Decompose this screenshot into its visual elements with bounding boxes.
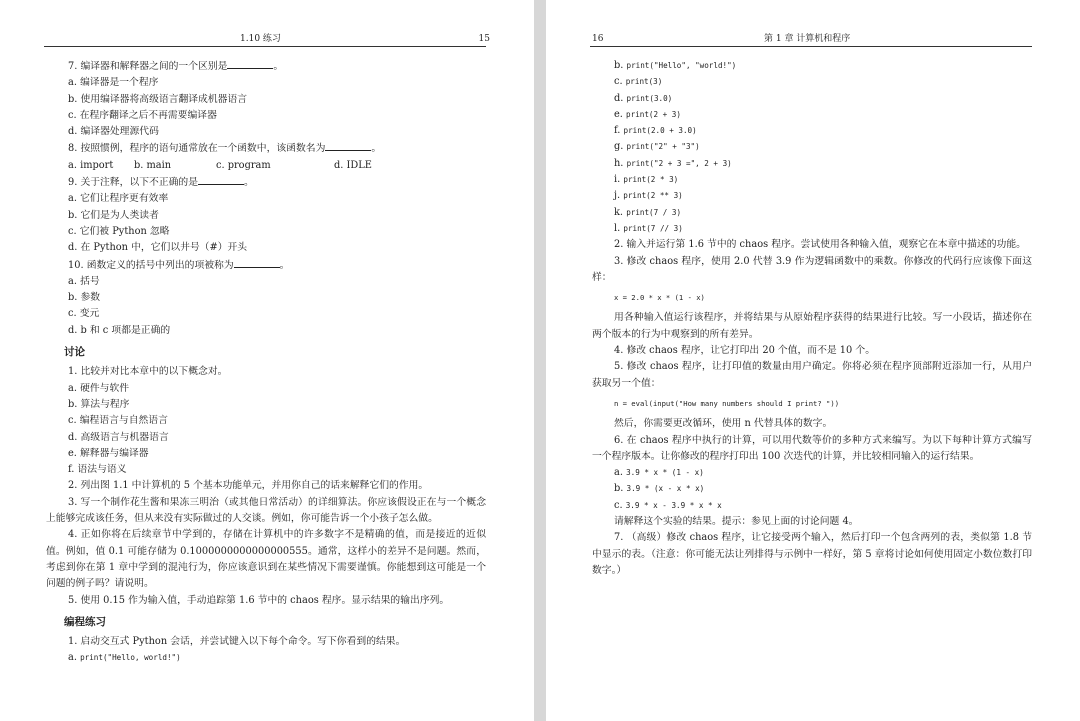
option: a. 编译器是一个程序: [68, 77, 159, 89]
code-item: l. print(7 // 3): [614, 222, 683, 234]
discussion-q2: 2. 列出图 1.1 中计算机的 5 个基本功能单元，并用你自己的话来解释它们的作用。: [68, 480, 429, 492]
left-page-content: [46, 58, 486, 667]
left-page: [0, 0, 534, 721]
code-snippet: n = eval(input("How many numbers should I print? ")): [614, 398, 840, 408]
programming-q5-followup: 然后，你需要更改循环，使用 n 代替具体的数字。: [614, 418, 833, 430]
code-item: i. print(2 * 3): [614, 174, 679, 186]
code-item: j. print(2 ** 3): [614, 190, 683, 202]
programming-q1: 1. 启动交互式 Python 会话，并尝试键入以下每个命令。写下你看到的结果。: [68, 636, 406, 648]
header-rule: [44, 46, 486, 47]
code-text: print("Hello, world!"): [80, 653, 181, 663]
option: b. 参数: [68, 292, 101, 304]
code-item: c. 3.9 * x - 3.9 * x * x: [614, 499, 722, 511]
question-10: 10. 函数定义的括号中列出的项被称为 。: [46, 257, 486, 274]
option: c. 它们被 Python 忽略: [68, 225, 170, 237]
code-item: b. print("Hello", "world!"): [614, 60, 737, 71]
discussion-q4: 4. 正如你将在后续章节中学到的，存储在计算机中的许多数字不是精确的值，而是接近的近似值。例如，值 0.1 可能存储为 0.1000000000000000555。通常，这样小的差异不是问题。然而，考虑到你在第 1 章中学到的混沌行为，你应该意识到在某些情况下需要谨慎。你能想到这可能是一个问题的例子吗？请说明。: [46, 529, 486, 590]
option: d. IDLE: [334, 159, 372, 171]
code-item: a. print("Hello, world!"): [68, 652, 181, 664]
programming-q3: 3. 修改 chaos 程序，使用 2.0 代替 3.9 作为逻辑函数中的乘数。你修改的代码行应该像下面这样：: [592, 255, 1032, 283]
programming-q2: 2. 输入并运行第 1.6 节中的 chaos 程序。尝试使用各种输入值，观察它在本章中描述的功能。: [614, 239, 1026, 251]
option: b. 它们是为人类读者: [68, 209, 159, 221]
discussion-q5: 5. 使用 0.15 作为输入值，手动追踪第 1.6 节中的 chaos 程序。显示结果的输出序列。: [68, 594, 450, 606]
right-page: [546, 0, 1080, 721]
option: a. 硬件与软件: [68, 382, 130, 394]
question-8: 8. 按照惯例，程序的语句通常放在一个函数中，该函数名为 。: [46, 140, 486, 157]
option: c. 变元: [68, 308, 100, 320]
option: a. 括号: [68, 275, 100, 287]
discussion-q3: 3. 写一个制作花生酱和果冻三明治（或其他日常活动）的详细算法。你应该假设正在与一个概念上能够完成该任务，但从来没有实际做过的人交谈。例如，你可能告诉一个小孩子怎么做。: [46, 496, 486, 525]
code-item: f. print(2.0 + 3.0): [614, 125, 697, 137]
option: f. 语法与语义: [68, 464, 127, 476]
option: a. 它们让程序更有效率: [68, 193, 169, 205]
programming-q6-followup: 请解释这个实验的结果。提示：参见上面的讨论问题 4。: [614, 516, 859, 528]
option: d. 高级语言与机器语言: [68, 431, 169, 443]
programming-q3-followup: 用各种输入值运行该程序，并将结果与从原始程序获得的结果进行比较。写一小段话，描述你在两个版本的行为中观察到的所有差异。: [592, 312, 1032, 340]
code-item: k. print(7 / 3): [614, 206, 682, 218]
discussion-q1: 1. 比较并对比本章中的以下概念对。: [68, 366, 228, 378]
header-rule: [590, 46, 1032, 47]
page-number: 15: [478, 34, 490, 44]
programming-q6: 6. 在 chaos 程序中执行的计算，可以用代数等价的多种方式来编写。为以下每种计算方式编写一个程序版本。让你修改的程序打印出 100 次迭代的计算，并比较相同输入的运行结果。: [592, 434, 1032, 462]
option: c. 在程序翻译之后不再需要编译器: [68, 109, 217, 121]
code-item: e. print(2 + 3): [614, 108, 681, 120]
question-7: 7. 编译器和解释器之间的一个区别是 。: [46, 58, 486, 75]
question-9: 9. 关于注释，以下不正确的是 。: [46, 174, 486, 191]
code-item: h. print("2 + 3 =", 2 + 3): [614, 157, 732, 169]
programming-q5: 5. 修改 chaos 程序，让打印值的数量由用户确定。你将必须在程序顶部附近添加一行，从用户获取另一个值：: [592, 361, 1032, 389]
option-row-inline: [46, 158, 486, 174]
page-number: 16: [592, 34, 604, 44]
code-item: d. print(3.0): [614, 92, 673, 104]
code-item: a. 3.9 * x * (1 - x): [614, 467, 704, 479]
option: a. import: [68, 159, 114, 171]
code-item: g. print("2" + "3"): [614, 141, 700, 153]
option: d. 编译器处理源代码: [68, 126, 159, 138]
option: b. 算法与程序: [68, 398, 130, 410]
option: e. 解释器与编译器: [68, 447, 149, 459]
right-page-content: [592, 58, 1032, 579]
option: c. 编程语言与自然语言: [68, 415, 168, 427]
option: b. 使用编译器将高级语言翻译成机器语言: [68, 93, 248, 105]
running-header-chapter: 第 1 章 计算机和程序: [764, 34, 851, 44]
programming-q7: 7. （高级）修改 chaos 程序，让它接受两个输入，然后打印一个包含两列的表，类似第 1.8 节中显示的表。（注意：你可能无法让列排得与示例中一样好，第 5 章将讨论如何使用固定小数位数打印数字。）: [592, 532, 1032, 576]
code-snippet: x = 2.0 * x * (1 - x): [614, 293, 705, 303]
option: b. main: [134, 159, 172, 171]
code-item: c. print(3): [614, 76, 663, 88]
running-header-section: 1.10 练习: [240, 34, 281, 44]
section-title-discussion: 讨论: [64, 346, 85, 359]
programming-q4: 4. 修改 chaos 程序，让它打印出 20 个值，而不是 10 个。: [614, 345, 875, 357]
code-item: b. 3.9 * (x - x * x): [614, 483, 705, 495]
option: c. program: [216, 159, 271, 171]
option: d. b 和 c 项都是正确的: [68, 324, 171, 336]
option: d. 在 Python 中，它们以井号（#）开头: [68, 242, 248, 254]
section-title-programming: 编程练习: [64, 615, 106, 628]
